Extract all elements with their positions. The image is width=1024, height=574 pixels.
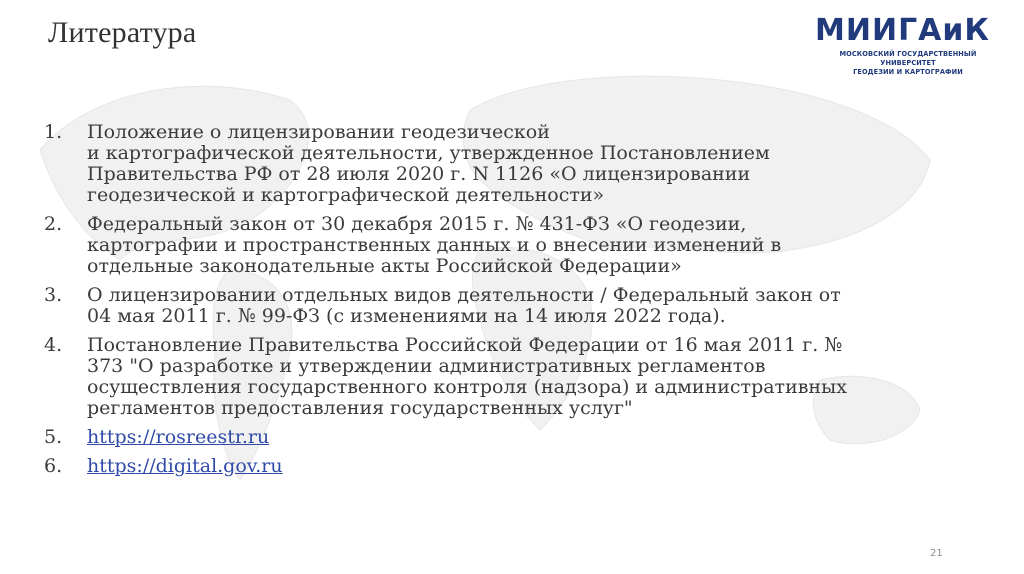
logo-subtitle-line-2: ГЕОДЕЗИИ И КАРТОГРАФИИ (853, 68, 963, 76)
reference-line: осуществления государственного контроля (надзора) и административных (87, 376, 847, 398)
reference-number: 5. (44, 426, 63, 448)
reference-text (87, 456, 924, 477)
reference-line: геодезической и картографической деятельности» (87, 184, 605, 206)
reference-line: картографии и пространственных данных и о внесении изменений в (87, 234, 782, 256)
reference-number: 6. (44, 455, 63, 477)
reference-line: 04 мая 2011 г. № 99-ФЗ (с изменениями на 14 июля 2022 года). (87, 305, 726, 327)
digital-gov-link[interactable]: https://digital.gov.ru (87, 455, 283, 477)
reference-number: 4. (44, 334, 63, 356)
reference-text (87, 335, 924, 419)
reference-item (44, 214, 924, 277)
reference-number: 2. (44, 213, 63, 235)
reference-line: регламентов предоставления государственных услуг" (87, 397, 633, 419)
reference-text (87, 214, 924, 277)
reference-text (87, 122, 924, 206)
page-number: 21 (930, 548, 943, 559)
reference-line: и картографической деятельности, утвержденное Постановлением (87, 142, 770, 164)
reference-line: Федеральный закон от 30 декабря 2015 г. № 431-ФЗ «О геодезии, (87, 213, 747, 235)
reference-item (44, 335, 924, 419)
reference-line: Правительства РФ от 28 июля 2020 г. N 1126 «О лицензировании (87, 163, 751, 185)
reference-line: Положение о лицензировании геодезической (87, 121, 550, 143)
reference-line: О лицензировании отдельных видов деятельности / Федеральный закон от (87, 284, 841, 306)
reference-item (44, 285, 924, 327)
rosreestr-link[interactable]: https://rosreestr.ru (87, 426, 270, 448)
reference-number: 1. (44, 121, 63, 143)
university-logo (813, 12, 1003, 74)
logo-subtitle (813, 50, 1003, 77)
reference-line: 373 "О разработке и утверждении административных регламентов (87, 355, 766, 377)
logo-wordmark: МИИГАиК (815, 13, 990, 48)
reference-text (87, 427, 924, 448)
reference-line: Постановление Правительства Российской Федерации от 16 мая 2011 г. № (87, 334, 843, 356)
reference-list (44, 122, 924, 485)
slide-title: Литература (48, 16, 197, 49)
reference-item (44, 456, 924, 477)
reference-text (87, 285, 924, 327)
reference-line: отдельные законодательные акты Российской Федерации» (87, 255, 682, 277)
reference-number: 3. (44, 284, 63, 306)
reference-item (44, 122, 924, 206)
reference-item (44, 427, 924, 448)
logo-subtitle-line-1: МОСКОВСКИЙ ГОСУДАРСТВЕННЫЙ УНИВЕРСИТЕТ (839, 50, 977, 67)
